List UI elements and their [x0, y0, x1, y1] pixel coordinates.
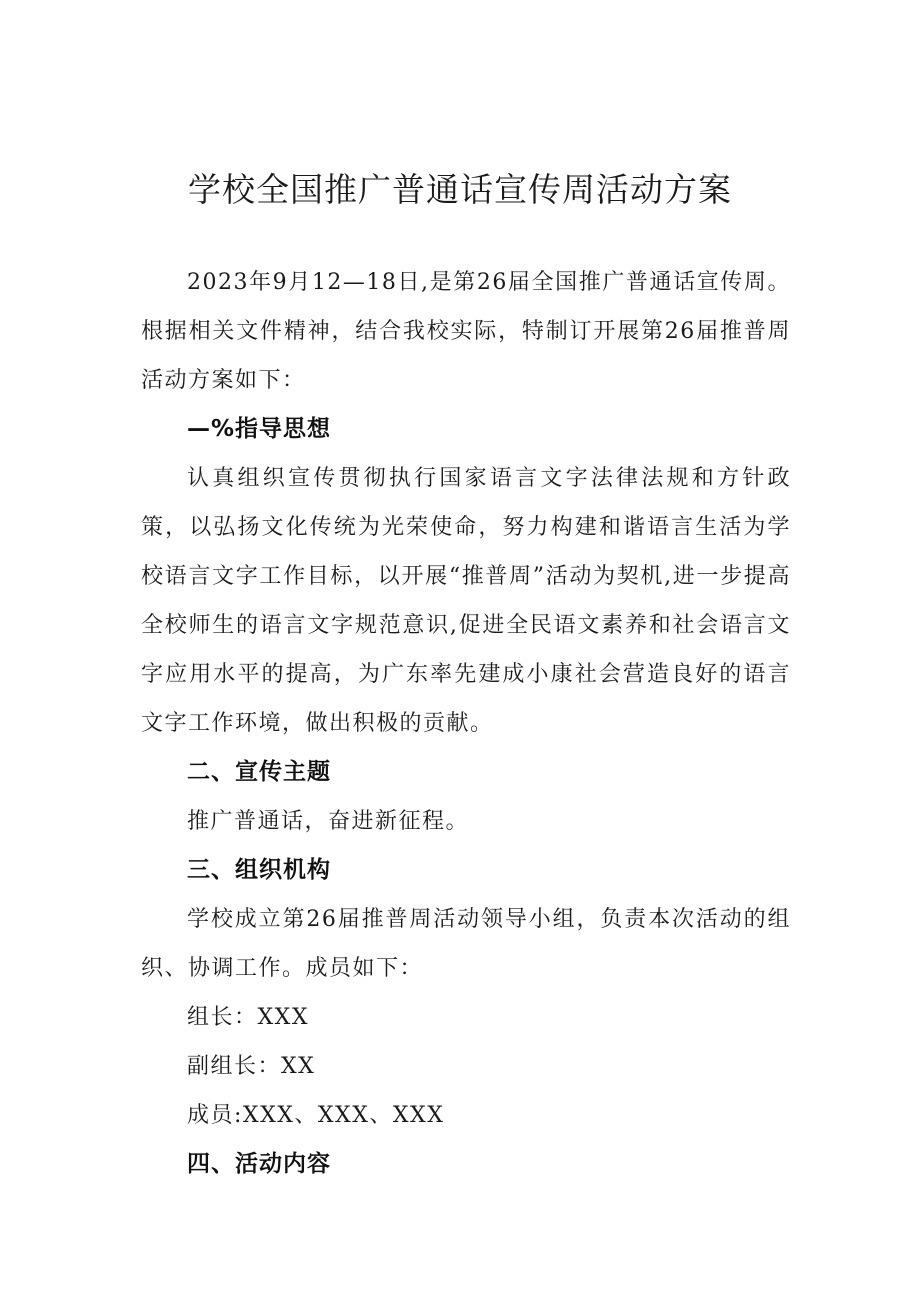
intro-paragraph: 2023年9月12—18日,是第26届全国推广普通话宣传周。根据相关文件精神，结合我校实际，特制订开展第26届推普周活动方案如下：: [141, 270, 791, 393]
guiding-ideology-paragraph: 认真组织宣传贯彻执行国家语言文字法律法规和方针政策，以弘扬文化传统为光荣使命，努力构建和谐语言生活为学校语言文字工作目标，以开展“推普周”活动为契机,进一步提高全校师生的语言文字规范意识,促进全民语文素养和社会语言文字应用水平的提高，为广东率先建成小康社会营造良好的语言文字工作环境，做出积极的贡献。: [141, 466, 791, 736]
document-title: 学校全国推广普通话宣传周活动方案: [188, 170, 732, 209]
document-body: [141, 258, 791, 1189]
members-line: 成员:XXX、XXX、XXX: [187, 1103, 445, 1128]
theme-text: 推广普通话，奋进新征程。: [187, 809, 470, 834]
section-heading-theme: 二、宣传主题: [187, 759, 331, 785]
organization-paragraph: 学校成立第26届推普周活动领导小组，负责本次活动的组织、协调工作。成员如下：: [141, 907, 791, 981]
section-heading-guiding-ideology: —%指导思想: [187, 416, 332, 442]
section-heading-organization: 三、组织机构: [187, 857, 331, 883]
deputy-leader-line: 副组长：XX: [187, 1054, 316, 1079]
leader-line: 组长：XXX: [187, 1005, 309, 1030]
section-heading-activities: 四、活动内容: [187, 1151, 331, 1177]
